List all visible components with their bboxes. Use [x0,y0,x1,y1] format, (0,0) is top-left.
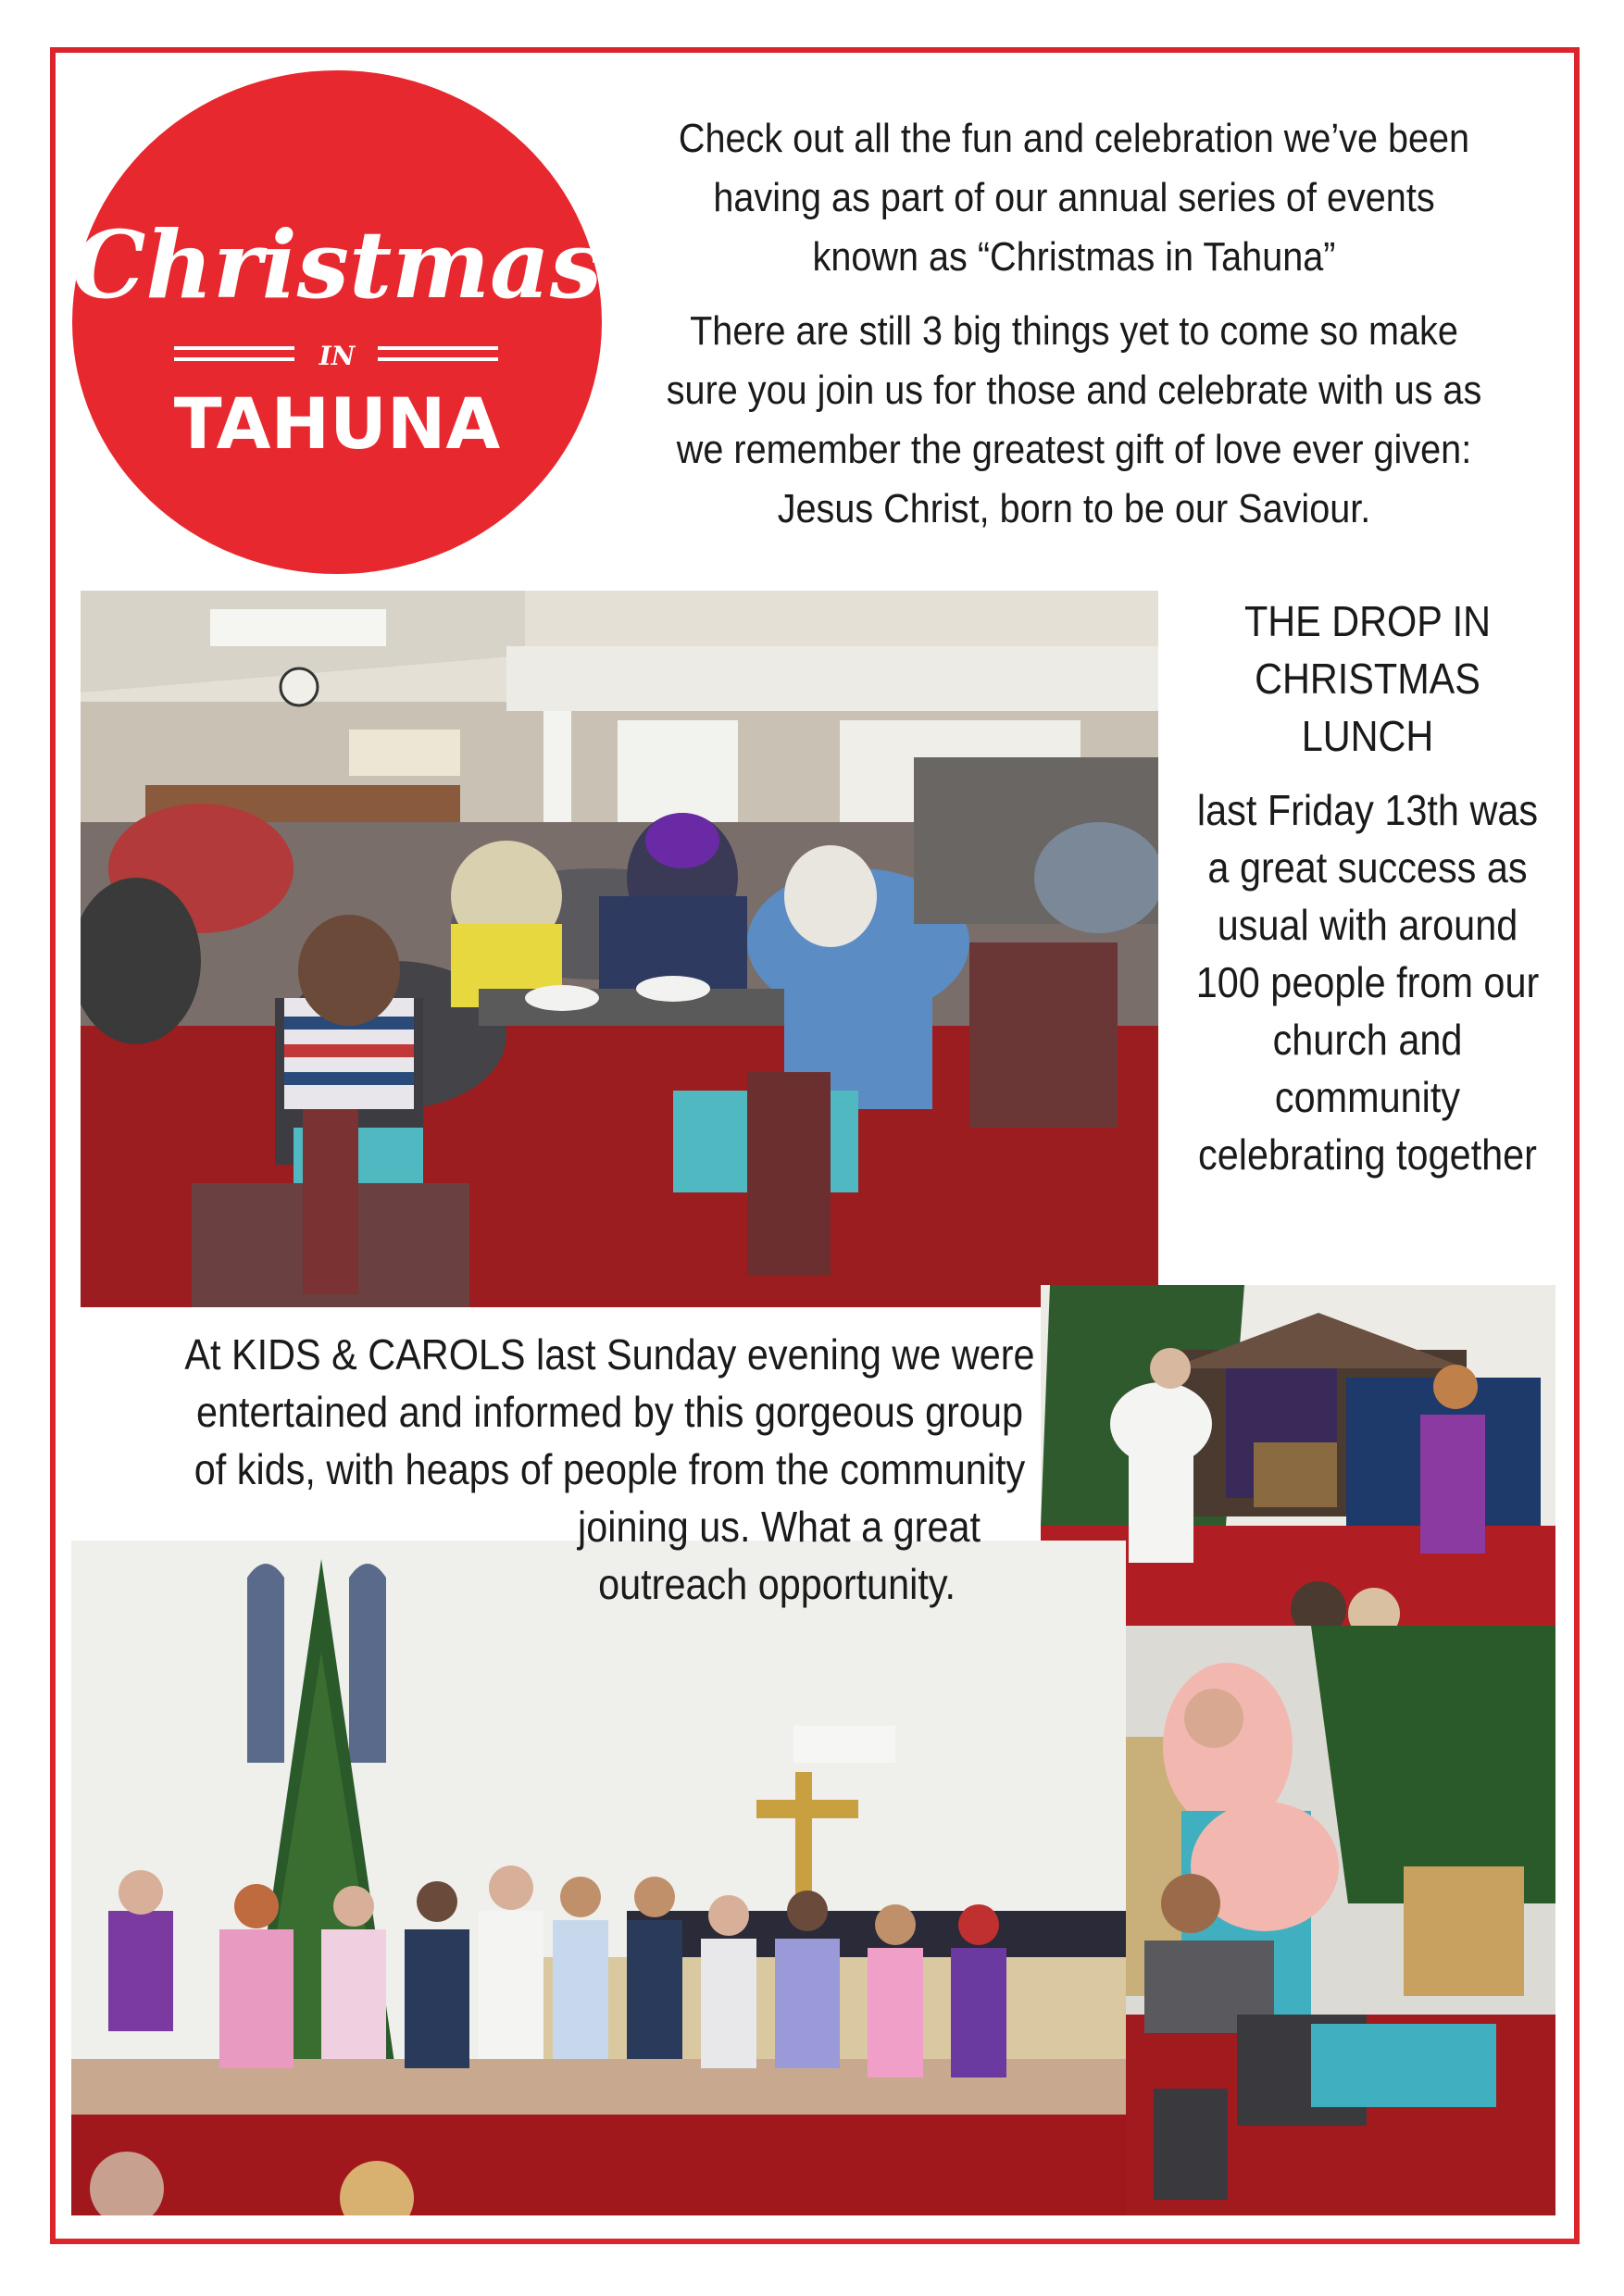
intro-text [657,109,1491,554]
logo-tahuna-text: TAHUNA [173,382,501,465]
logo-in-text: IN [319,341,356,371]
kids-text-line-5: outreach opportunity. [598,1560,956,1608]
kids-and-carols-photo [71,1541,1126,2215]
kids-text-line-4: joining us. What a great [578,1503,981,1551]
christmas-in-tahuna-logo [72,70,602,574]
intro-paragraph-2: There are still 3 big things yet to come so make sure you join us for those and celebrate with us as we remember the greatest gift of love ever given: Jesus Christ, born to be our Saviour. [666,308,1482,531]
kids-text-line-1: At KIDS & CAROLS last Sunday evening we were [184,1330,1035,1379]
mary-and-donkey-photo [1126,1626,1555,2215]
intro-paragraph-1: Check out all the fun and celebration we’ve been having as part of our annual series of events known as “Christmas in Tahuna” [678,116,1470,280]
kids-text-line-3: of kids, with heaps of people from the community [194,1445,1026,1493]
lunch-heading: THE DROP IN CHRISTMAS LUNCH [1243,597,1492,760]
lunch-body: last Friday 13th was a great success as usual with around 100 people from our church and community celebrating together [1195,786,1540,1179]
kids-text-line-2: entertained and informed by this gorgeous group [196,1388,1023,1436]
logo-script-text: Christmas [72,210,602,319]
lunch-text [1189,593,1547,1183]
christmas-lunch-photo [81,591,1158,1307]
kids-and-carols-text [181,1326,1039,1613]
